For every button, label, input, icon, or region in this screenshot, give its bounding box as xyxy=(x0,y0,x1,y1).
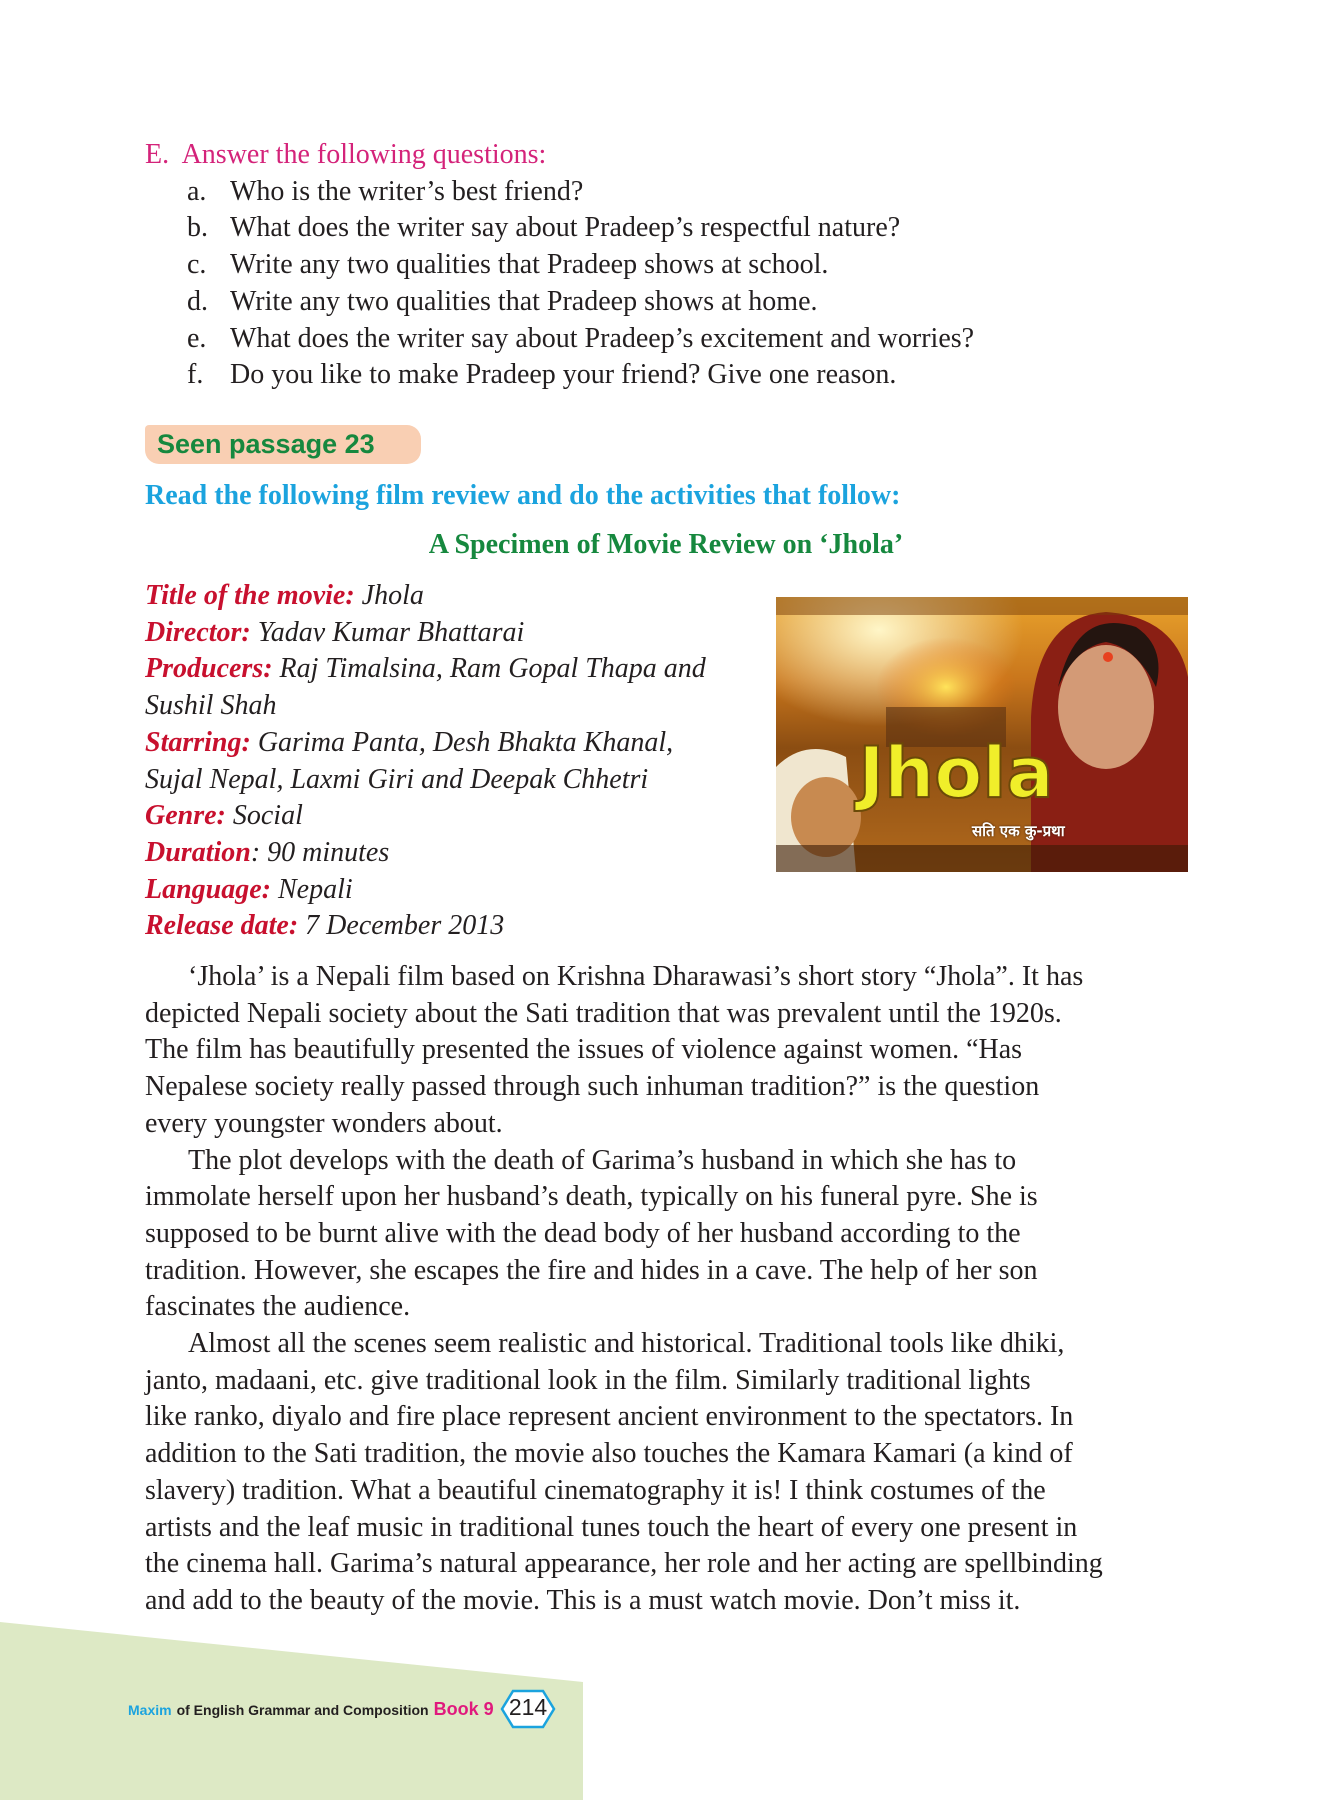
paragraph-line: The film has beautifully presented the issues of violence against women. “Has xyxy=(145,1034,1023,1066)
paragraph-line: janto, madaani, etc. give traditional look in the film. Similarly traditional lights xyxy=(145,1364,1031,1396)
paragraph-line: tradition. However, she escapes the fire and hides in a cave. The help of her son xyxy=(145,1254,1038,1286)
paragraph-line: ‘Jhola’ is a Nepali film based on Krishna Dharawasi’s short story “Jhola”. It has xyxy=(188,961,1084,992)
svg-text:Jhola: Jhola xyxy=(858,732,1054,814)
paragraph xyxy=(145,1326,1103,1620)
paragraph-line: Almost all the scenes seem realistic and historical. Traditional tools like dhiki, xyxy=(188,1328,1065,1360)
footer-book: Book 9 xyxy=(433,1699,494,1719)
paragraph xyxy=(145,1143,1103,1327)
question-item: f. Do you like to make Pradeep your friend? Give one reason. xyxy=(187,359,897,391)
paragraph-line: Nepalese society really passed through such inhuman tradition?” is the question xyxy=(145,1071,1040,1103)
question-item: e. What does the writer say about Pradeep’s excitement and worries? xyxy=(187,322,975,354)
paragraph-line: supposed to be burnt alive with the dead body of her husband according to the xyxy=(145,1217,1021,1249)
paragraph-line: artists and the leaf music in traditional tunes touch the heart of every one present in xyxy=(145,1511,1078,1543)
paragraph-line: and add to the beauty of the movie. This is a must watch movie. Don’t miss it. xyxy=(145,1584,1021,1616)
footer-series: of English Grammar and Composition xyxy=(176,1701,429,1718)
question-item: d. Write any two qualities that Pradeep shows at home. xyxy=(187,285,818,317)
footer-brand: Maxim xyxy=(128,1701,172,1718)
question-item: c. Write any two qualities that Pradeep shows at school. xyxy=(187,249,829,281)
instruction: Read the following film review and do the activities that follow: xyxy=(145,480,901,511)
question-item: a. Who is the writer’s best friend? xyxy=(187,175,584,207)
paragraph-line: every youngster wonders about. xyxy=(145,1107,503,1139)
movie-details: Title of the movie: Jhola Director: Yadav Kumar Bhattarai Producers: Raj Timalsina, Ram Gopal Thapa and Sushil Shah Starring: Garima Panta, Desh Bhakta Khanal, Sujal Nepal, Laxmi Giri and Deepak Chhetri Genre: Social Duration: 90 minutes Language: Nepali Release date: 7 December 2013 xyxy=(145,580,706,942)
paragraph-line: slavery) tradition. What a beautiful cinematography it is! I think costumes of the xyxy=(145,1474,1046,1506)
paragraph-line: depicted Nepali society about the Sati tradition that was prevalent until the 1920s. xyxy=(145,997,1062,1029)
paragraph-line: like ranko, diyalo and fire place represent ancient environment to the spectators. In xyxy=(145,1401,1074,1433)
paragraph-line: immolate herself upon her husband’s death, typically on his funeral pyre. She is xyxy=(145,1181,1038,1213)
paragraph-line: fascinates the audience. xyxy=(145,1291,411,1323)
paragraph-line: the cinema hall. Garima’s natural appearance, her role and her acting are spellbinding xyxy=(145,1548,1103,1580)
seen-passage-badge: Seen passage 23 xyxy=(145,425,421,464)
review-title: A Specimen of Movie Review on ‘Jhola’ xyxy=(428,529,904,560)
review-body xyxy=(145,959,1103,1620)
exercise-e xyxy=(145,137,974,394)
movie-poster-image xyxy=(776,597,1188,872)
page-number: 214 xyxy=(500,1689,556,1729)
exercise-heading: E. Answer the following questions: xyxy=(145,139,547,170)
paragraph xyxy=(145,959,1103,1143)
question-item: b. What does the writer say about Pradeep’s respectful nature? xyxy=(187,212,901,244)
paragraph-line: addition to the Sati tradition, the movie also touches the Kamara Kamari (a kind of xyxy=(145,1438,1073,1470)
footer xyxy=(128,1699,494,1720)
paragraph-line: The plot develops with the death of Garima’s husband in which she has to xyxy=(188,1144,1017,1176)
poster-tagline: सति एक कु-प्रथा xyxy=(972,822,1065,840)
